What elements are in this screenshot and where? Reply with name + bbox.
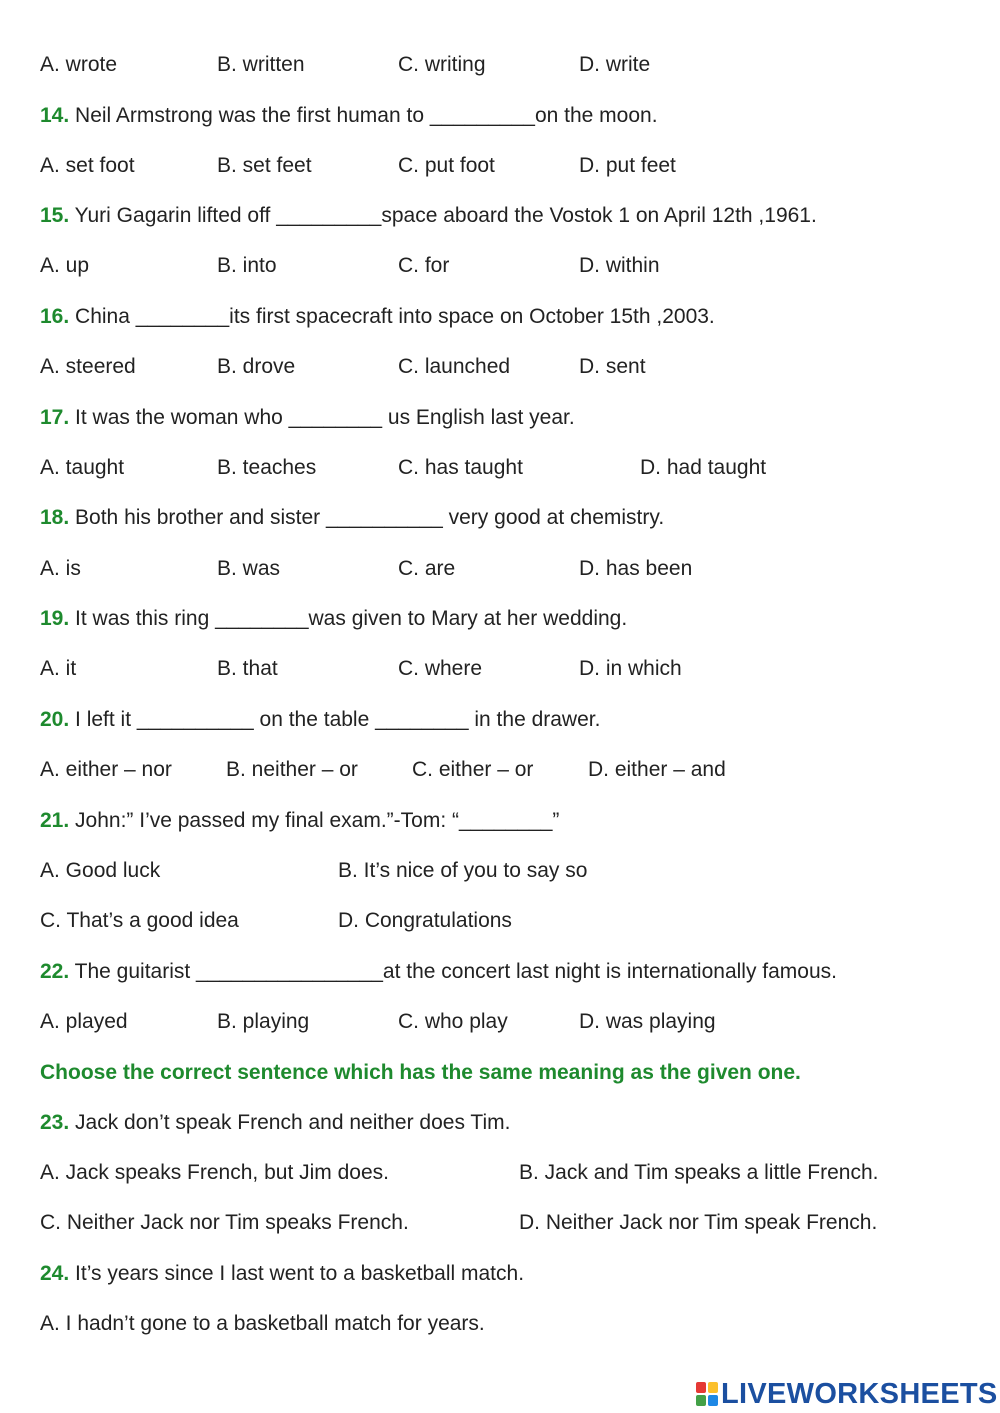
option-22-a[interactable]: A. played	[40, 1010, 128, 1033]
question-text: It’s years since I last went to a basketball match.	[69, 1262, 525, 1285]
question-number: 22.	[40, 960, 70, 983]
option-17-d[interactable]: D. had taught	[640, 456, 767, 479]
option-21-a[interactable]: A. Good luck	[40, 859, 161, 882]
option-21-b[interactable]: B. It’s nice of you to say so	[338, 859, 588, 882]
option-17-b[interactable]: B. teaches	[217, 456, 317, 479]
question-16	[40, 303, 715, 331]
option-13-b[interactable]: B. written	[217, 53, 305, 76]
question-24	[40, 1260, 524, 1288]
option-15-a[interactable]: A. up	[40, 254, 90, 277]
question-number: 20.	[40, 708, 70, 731]
brand-name: LIVEWORKSHEETS	[721, 1378, 998, 1410]
question-number: 14.	[40, 104, 70, 127]
question-15	[40, 202, 817, 230]
option-16-b[interactable]: B. drove	[217, 355, 296, 378]
question-number: 21.	[40, 809, 70, 832]
question-22	[40, 958, 837, 986]
option-22-c[interactable]: C. who play	[398, 1010, 508, 1033]
question-text: It was the woman who ________ us English last year.	[69, 406, 575, 429]
option-14-a[interactable]: A. set foot	[40, 154, 135, 177]
option-18-c[interactable]: C. are	[398, 557, 456, 580]
option-13-c[interactable]: C. writing	[398, 53, 486, 76]
option-13-a[interactable]: A. wrote	[40, 53, 118, 76]
option-13-d[interactable]: D. write	[579, 53, 651, 76]
question-text: Both his brother and sister __________ very good at chemistry.	[69, 506, 665, 529]
question-number: 16.	[40, 305, 70, 328]
question-text: Neil Armstrong was the first human to _________on the moon.	[69, 104, 658, 127]
option-14-d[interactable]: D. put feet	[579, 154, 676, 177]
question-text: John:” I’ve passed my final exam.”-Tom: “________”	[69, 809, 560, 832]
question-text: I left it __________ on the table ________ in the drawer.	[69, 708, 601, 731]
option-20-b[interactable]: B. neither – or	[226, 758, 358, 781]
option-14-c[interactable]: C. put foot	[398, 154, 495, 177]
liveworksheets-logo[interactable]	[696, 1377, 998, 1411]
option-15-c[interactable]: C. for	[398, 254, 450, 277]
question-number: 23.	[40, 1111, 70, 1134]
option-22-b[interactable]: B. playing	[217, 1010, 310, 1033]
option-21-d[interactable]: D. Congratulations	[338, 909, 512, 932]
option-16-c[interactable]: C. launched	[398, 355, 511, 378]
question-17	[40, 404, 575, 432]
option-17-c[interactable]: C. has taught	[398, 456, 523, 479]
option-20-a[interactable]: A. either – nor	[40, 758, 172, 781]
option-18-d[interactable]: D. has been	[579, 557, 693, 580]
option-23-b[interactable]: B. Jack and Tim speaks a little French.	[519, 1161, 879, 1184]
question-number: 19.	[40, 607, 70, 630]
question-text: It was this ring ________was given to Mary at her wedding.	[69, 607, 628, 630]
question-number: 17.	[40, 406, 70, 429]
question-23	[40, 1109, 510, 1137]
question-14	[40, 102, 658, 130]
option-20-d[interactable]: D. either – and	[588, 758, 726, 781]
question-text: The guitarist ________________at the concert last night is internationally famous.	[69, 960, 837, 983]
question-number: 18.	[40, 506, 70, 529]
option-18-a[interactable]: A. is	[40, 557, 81, 580]
option-19-b[interactable]: B. that	[217, 657, 278, 680]
option-21-c[interactable]: C. That’s a good idea	[40, 909, 239, 932]
option-20-c[interactable]: C. either – or	[412, 758, 534, 781]
option-18-b[interactable]: B. was	[217, 557, 281, 580]
question-21	[40, 807, 559, 835]
option-23-c[interactable]: C. Neither Jack nor Tim speaks French.	[40, 1211, 409, 1234]
option-22-d[interactable]: D. was playing	[579, 1010, 716, 1033]
question-18	[40, 504, 664, 532]
option-19-a[interactable]: A. it	[40, 657, 77, 680]
option-19-c[interactable]: C. where	[398, 657, 483, 680]
option-24-a[interactable]: A. I hadn’t gone to a basketball match for years.	[40, 1312, 485, 1335]
option-16-d[interactable]: D. sent	[579, 355, 646, 378]
option-15-d[interactable]: D. within	[579, 254, 660, 277]
question-number: 15.	[40, 204, 70, 227]
question-text: Yuri Gagarin lifted off _________space aboard the Vostok 1 on April 12th ,1961.	[69, 204, 817, 227]
option-23-a[interactable]: A. Jack speaks French, but Jim does.	[40, 1161, 389, 1184]
question-19	[40, 605, 627, 633]
option-23-d[interactable]: D. Neither Jack nor Tim speak French.	[519, 1211, 878, 1234]
option-17-a[interactable]: A. taught	[40, 456, 125, 479]
section-instruction: Choose the correct sentence which has the same meaning as the given one.	[40, 1061, 801, 1084]
question-20	[40, 706, 600, 734]
option-19-d[interactable]: D. in which	[579, 657, 682, 680]
option-15-b[interactable]: B. into	[217, 254, 277, 277]
question-text: Jack don’t speak French and neither does Tim.	[69, 1111, 511, 1134]
question-number: 24.	[40, 1262, 70, 1285]
option-16-a[interactable]: A. steered	[40, 355, 136, 378]
liveworksheets-mark-icon	[696, 1382, 718, 1406]
question-text: China ________its first spacecraft into space on October 15th ,2003.	[69, 305, 715, 328]
option-14-b[interactable]: B. set feet	[217, 154, 312, 177]
